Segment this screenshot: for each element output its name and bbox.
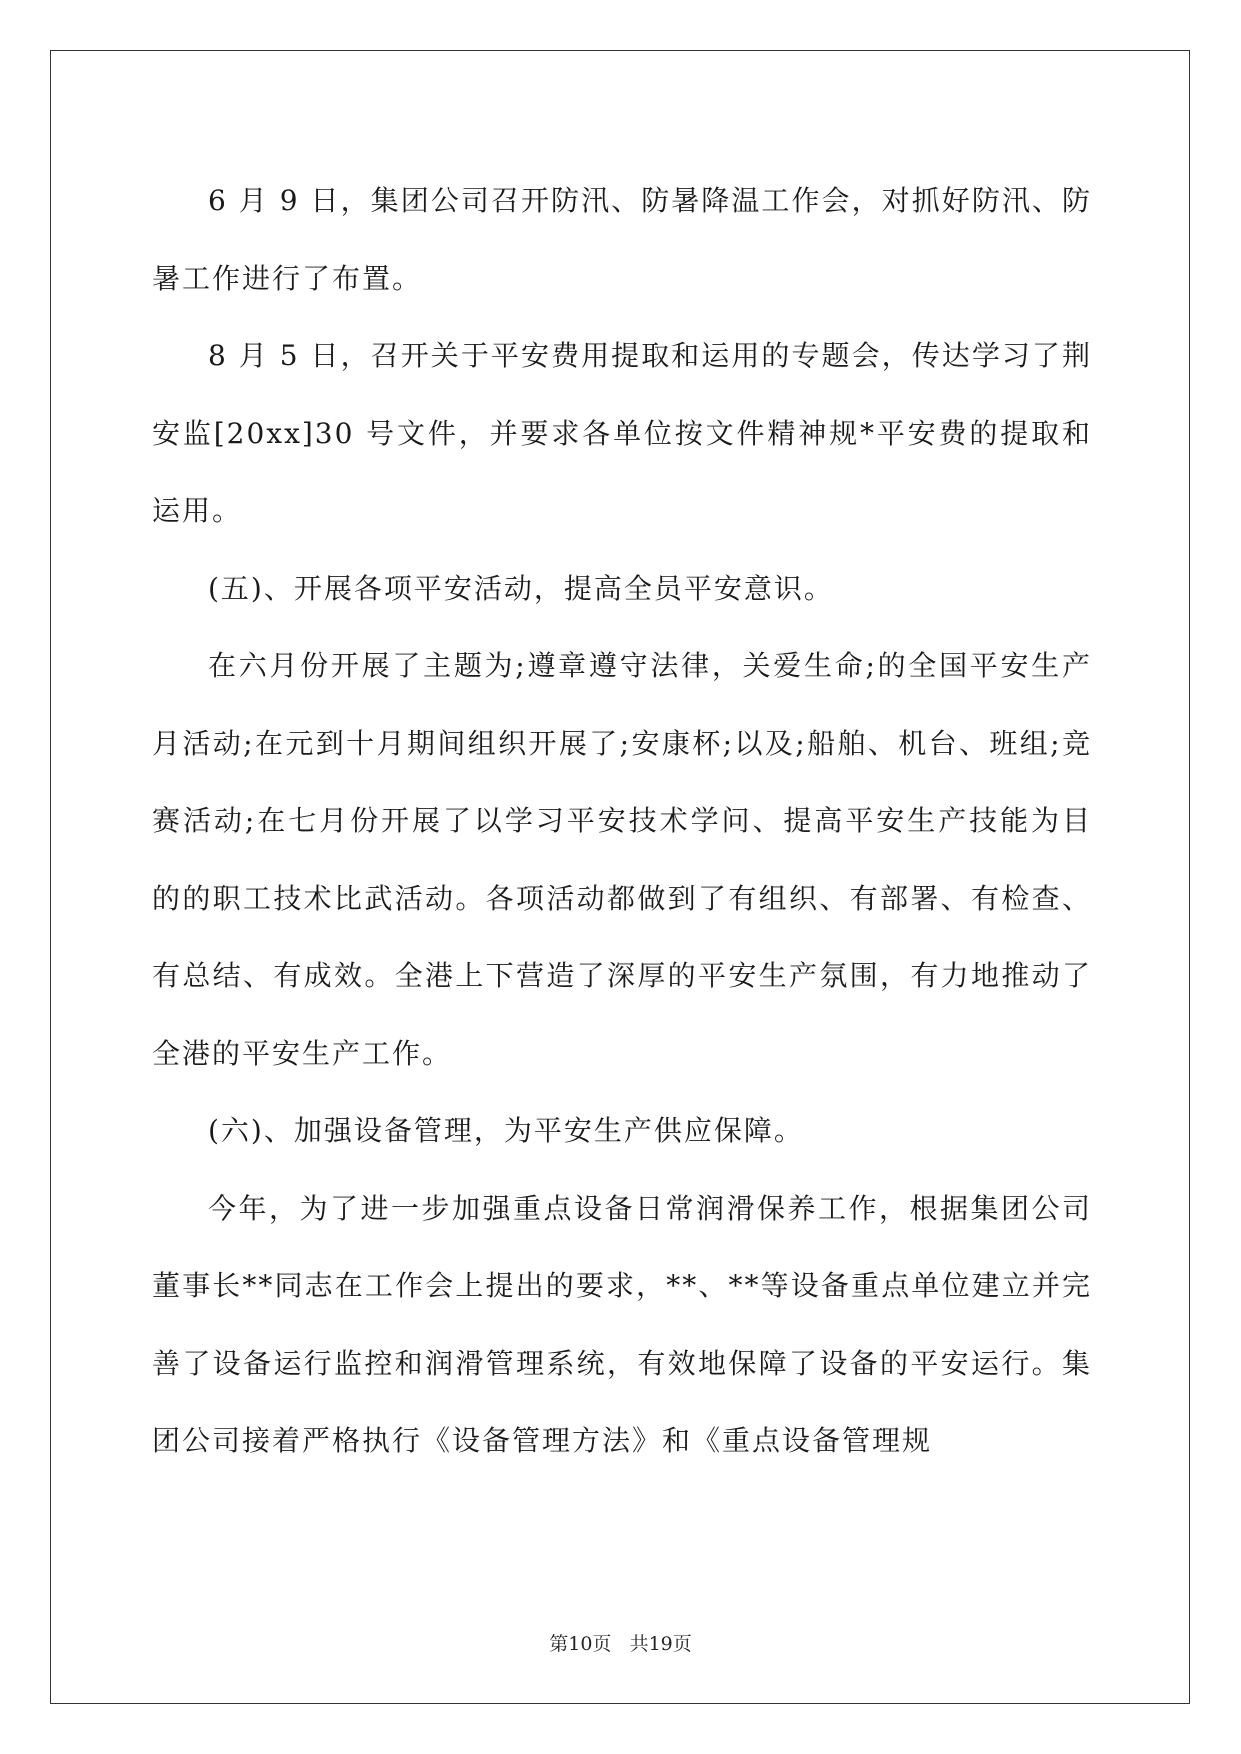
section-heading-six: (六)、加强设备管理，为平安生产供应保障。 xyxy=(208,1114,804,1147)
page-total: 共19页 xyxy=(629,1633,692,1655)
paragraph-equipment-management: 今年，为了进一步加强重点设备日常润滑保养工作，根据集团公司董事长**同志在工作会上提出的要求，**、**等设备重点单位建立并完善了设备运行监控和润滑管理系统，有效地保障了设备的平安运行。集团公司接着严格执行《设备管理方法》和《重点设备管理规 xyxy=(152,1191,1092,1457)
document-body xyxy=(152,162,1092,1480)
paragraph-safety-fee-meeting: 8 月 5 日，召开关于平安费用提取和运用的专题会，传达学习了荆安监[20xx]30 号文件，并要求各单位按文件精神规*平安费的提取和运用。 xyxy=(152,339,1092,527)
paragraph-safety-activities: 在六月份开展了主题为;遵章遵守法律，关爱生命;的全国平安生产月活动;在元到十月期间组织开展了;安康杯;以及;船舶、机台、班组;竞赛活动;在七月份开展了以学习平安技术学问、提高平安生产技能为目的的职工技术比武活动。各项活动都做到了有组织、有部署、有检查、有总结、有成效。全港上下营造了深厚的平安生产氛围，有力地推动了全港的平安生产工作。 xyxy=(152,649,1092,1070)
section-heading-five: (五)、开展各项平安活动，提高全员平安意识。 xyxy=(208,571,834,605)
page-footer xyxy=(0,1632,1241,1656)
paragraph-flood-prevention-meeting: 6 月 9 日，集团公司召开防汛、防暑降温工作会，对抓好防汛、防暑工作进行了布置。 xyxy=(152,184,1092,295)
page-number: 第10页 xyxy=(549,1633,612,1655)
